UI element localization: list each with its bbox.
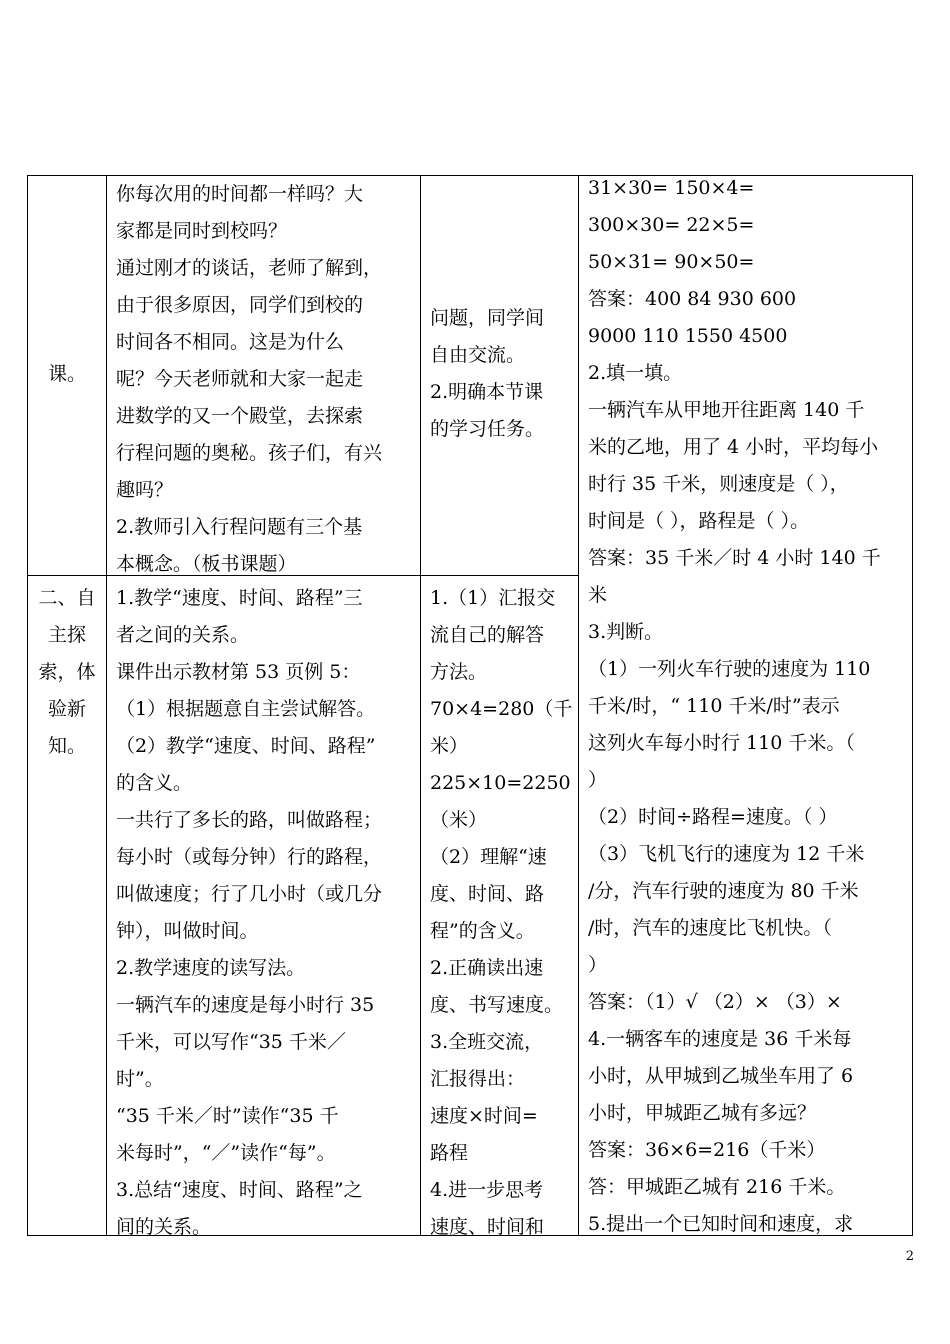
cell-line: 速度、时间和 — [430, 1216, 545, 1238]
cell-line: 答案：（1）√ （2）× （3）× — [588, 991, 842, 1013]
cell-line: 米每时”，“／”读作“每”。 — [116, 1142, 336, 1164]
cell-line: 呢？今天老师就和大家一起走 — [116, 368, 364, 390]
cell-line: 答案：400 84 930 600 — [588, 288, 797, 310]
cell-line: 由于很多原因，同学们到校的 — [116, 294, 364, 316]
cell-line: 趣吗？ — [116, 479, 174, 501]
cell-line: 路程 — [430, 1142, 469, 1164]
cell-line: 3.判断。 — [588, 621, 664, 643]
cell-line: 4.一辆客车的速度是 36 千米每 — [588, 1028, 852, 1050]
cell-line: 一辆汽车的速度是每小时行 35 — [116, 994, 375, 1016]
table-col-divider-3 — [578, 175, 579, 1236]
cell-line: 小时，从甲城到乙城坐车用了 6 — [588, 1065, 854, 1087]
cell-line: 索，体 — [38, 661, 96, 683]
cell-line: 1.教学“速度、时间、路程”三 — [116, 587, 363, 609]
cell-line: 行程问题的奥秘。孩子们，有兴 — [116, 442, 383, 464]
cell-line: 答案：35 千米／时 4 小时 140 千 — [588, 547, 881, 569]
cell-line: （1）根据题意自主尝试解答。 — [116, 698, 376, 720]
cell-line: 度、书写速度。 — [430, 994, 564, 1016]
cell-line: 自由交流。 — [430, 344, 526, 366]
cell-line: 1.（1）汇报交 — [430, 587, 556, 609]
cell-line: 时”。 — [116, 1068, 164, 1090]
cell-line: 验新 — [47, 698, 86, 720]
cell-line: （1）一列火车行驶的速度为 110 — [588, 658, 871, 680]
cell-line: （2）理解“速 — [430, 846, 547, 868]
cell-line: 的含义。 — [116, 772, 193, 794]
cell-line: 9000 110 1550 4500 — [588, 325, 788, 347]
cell-line: 小时，甲城距乙城有多远？ — [588, 1102, 817, 1124]
cell-line: 者之间的关系。 — [116, 624, 250, 646]
table-border-right — [912, 175, 913, 1236]
cell-line: /时，汽车的速度比飞机快。（ — [588, 917, 832, 939]
cell-line: 叫做速度；行了几小时（或几分 — [116, 883, 383, 905]
cell-line: 答案：36×6=216（千米） — [588, 1139, 826, 1161]
cell-line: 知。 — [47, 735, 86, 757]
cell-line: 时间各不相同。这是为什么 — [116, 331, 345, 353]
cell-line: 方法。 — [430, 661, 488, 683]
cell-line: 答：甲城距乙城有 216 千米。 — [588, 1176, 846, 1198]
row1-teacher-activity-cell — [116, 176, 416, 583]
cell-line: 2.教学速度的读写法。 — [116, 957, 306, 979]
cell-line: 的学习任务。 — [430, 418, 545, 440]
cell-line: ） — [588, 769, 608, 791]
table-col-divider-2 — [420, 175, 421, 1236]
cell-line: 本概念。（板书课题） — [116, 553, 297, 575]
row2-teacher-activity-cell — [116, 580, 416, 1246]
cell-line: 通过刚才的谈话，老师了解到， — [116, 257, 383, 279]
cell-line: 70×4=280（千 — [430, 698, 573, 720]
cell-line: 4.进一步思考 — [430, 1179, 544, 1201]
cell-line: 时行 35 千米，则速度是（ ）， — [588, 473, 849, 495]
exercise-column-cell — [588, 170, 910, 1243]
cell-line: 一共行了多长的路，叫做路程； — [116, 809, 383, 831]
cell-line: 300×30= 22×5= — [588, 214, 755, 236]
row1-stage-cell — [28, 356, 106, 393]
cell-line: 225×10=2250 — [430, 772, 571, 794]
cell-line: 程”的含义。 — [430, 920, 535, 942]
cell-line: 千米/时，“ 110 千米/时”表示 — [588, 695, 840, 717]
cell-line: “35 千米／时”读作“35 千 — [116, 1105, 339, 1127]
cell-line: 31×30= 150×4= — [588, 177, 755, 199]
cell-line: 3.全班交流， — [430, 1031, 544, 1053]
row2-stage-cell — [28, 580, 106, 765]
cell-line: 钟），叫做时间。 — [116, 920, 259, 942]
cell-line: 进数学的又一个殿堂，去探索 — [116, 405, 364, 427]
page-number: 2 — [905, 1249, 914, 1264]
cell-line: 你每次用的时间都一样吗？大 — [116, 183, 364, 205]
cell-line: （2）教学“速度、时间、路程” — [116, 735, 376, 757]
cell-line: 问题，同学间 — [430, 307, 545, 329]
cell-line: 间的关系。 — [116, 1216, 212, 1238]
cell-line: 这列火车每小时行 110 千米。（ — [588, 732, 855, 754]
table-col-divider-1 — [106, 175, 107, 1236]
cell-line: 2.教师引入行程问题有三个基 — [116, 516, 363, 538]
cell-line: 汇报得出： — [430, 1068, 526, 1090]
row1-student-activity-cell — [430, 300, 576, 448]
cell-line: 流自己的解答 — [430, 624, 545, 646]
cell-line: 米） — [430, 735, 469, 757]
cell-line: （2）时间÷路程=速度。（ ） — [588, 806, 838, 828]
cell-line: 速度×时间= — [430, 1105, 538, 1127]
cell-line: 2.填一填。 — [588, 362, 683, 384]
cell-line: 课件出示教材第 53 页例 5： — [116, 661, 361, 683]
cell-line: 一辆汽车从甲地开往距离 140 千 — [588, 399, 865, 421]
cell-line: 2.正确读出速 — [430, 957, 544, 979]
cell-line: 课。 — [47, 363, 86, 385]
cell-line: 每小时（或每分钟）行的路程， — [116, 846, 383, 868]
cell-line: 二、自 — [38, 587, 96, 609]
cell-line: 时间是（ ），路程是（ ）。 — [588, 510, 810, 532]
cell-line: 2.明确本节课 — [430, 381, 544, 403]
cell-line: 千米，可以写作“35 千米／ — [116, 1031, 346, 1053]
cell-line: 米 — [588, 584, 608, 606]
cell-line: 度、时间、路 — [430, 883, 545, 905]
cell-line: （3）飞机飞行的速度为 12 千米 — [588, 843, 865, 865]
cell-line: 5.提出一个已知时间和速度，求 — [588, 1213, 854, 1235]
cell-line: 米的乙地，用了 4 小时，平均每小 — [588, 436, 879, 458]
cell-line: 家都是同时到校吗？ — [116, 220, 288, 242]
cell-line: /分，汽车行驶的速度为 80 千米 — [588, 880, 859, 902]
cell-line: 50×31= 90×50= — [588, 251, 755, 273]
cell-line: （米） — [430, 809, 488, 831]
cell-line: ） — [588, 954, 608, 976]
row2-student-activity-cell — [430, 580, 576, 1246]
cell-line: 主探 — [47, 624, 86, 646]
cell-line: 3.总结“速度、时间、路程”之 — [116, 1179, 363, 1201]
